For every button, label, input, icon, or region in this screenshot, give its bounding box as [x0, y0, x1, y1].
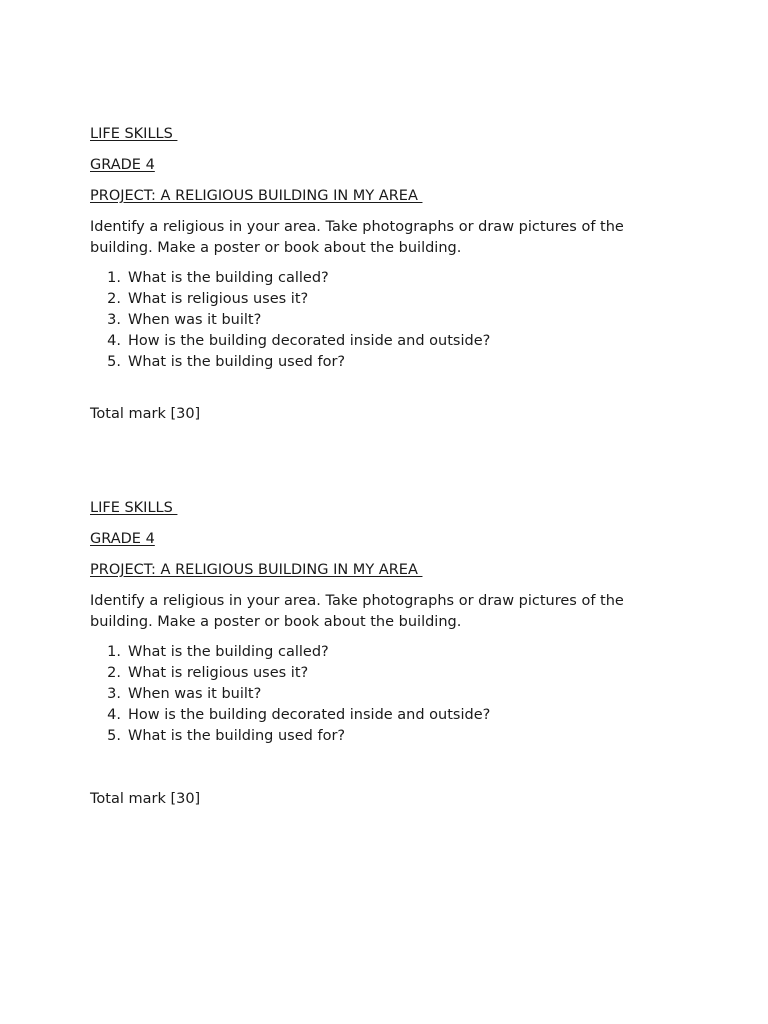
question-text: What is the building called?: [128, 270, 329, 286]
total-mark: Total mark [30]: [90, 791, 201, 807]
question-item: [90, 642, 690, 663]
question-number: 4.: [107, 707, 121, 723]
project-instructions: Identify a religious in your area. Take photographs or draw pictures of the building. Make a poster or book about the building.: [90, 219, 624, 256]
question-text: What is religious uses it?: [128, 665, 309, 681]
question-list: [90, 642, 690, 747]
grade-heading: GRADE 4: [90, 531, 155, 547]
question-number: 4.: [107, 333, 121, 349]
total-mark: Total mark [30]: [90, 406, 201, 422]
question-number: 2.: [107, 665, 121, 681]
question-number: 5.: [107, 354, 121, 370]
question-number: 5.: [107, 728, 121, 744]
question-text: When was it built?: [128, 312, 262, 328]
question-item: [90, 663, 690, 684]
question-item: [90, 331, 690, 352]
grade-heading: GRADE 4: [90, 157, 155, 173]
question-item: [90, 684, 690, 705]
question-text: What is the building used for?: [128, 728, 346, 744]
question-text: What is religious uses it?: [128, 291, 309, 307]
project-heading: PROJECT: A RELIGIOUS BUILDING IN MY AREA: [90, 188, 423, 204]
question-text: What is the building used for?: [128, 354, 346, 370]
project-heading: PROJECT: A RELIGIOUS BUILDING IN MY AREA: [90, 562, 423, 578]
question-text: When was it built?: [128, 686, 262, 702]
question-text: How is the building decorated inside and outside?: [128, 333, 491, 349]
subject-heading: LIFE SKILLS: [90, 500, 178, 516]
project-instructions: Identify a religious in your area. Take photographs or draw pictures of the building. Make a poster or book about the building.: [90, 593, 624, 630]
question-list: [90, 268, 690, 373]
question-number: 3.: [107, 312, 121, 328]
project-section-1: [90, 124, 690, 424]
question-number: 2.: [107, 291, 121, 307]
question-item: [90, 352, 690, 373]
question-text: What is the building called?: [128, 644, 329, 660]
question-item: [90, 705, 690, 726]
question-text: How is the building decorated inside and outside?: [128, 707, 491, 723]
question-item: [90, 289, 690, 310]
question-number: 1.: [107, 644, 121, 660]
project-section-2: [90, 498, 690, 809]
question-number: 3.: [107, 686, 121, 702]
question-item: [90, 726, 690, 747]
subject-heading: LIFE SKILLS: [90, 126, 178, 142]
question-number: 1.: [107, 270, 121, 286]
question-item: [90, 310, 690, 331]
question-item: [90, 268, 690, 289]
